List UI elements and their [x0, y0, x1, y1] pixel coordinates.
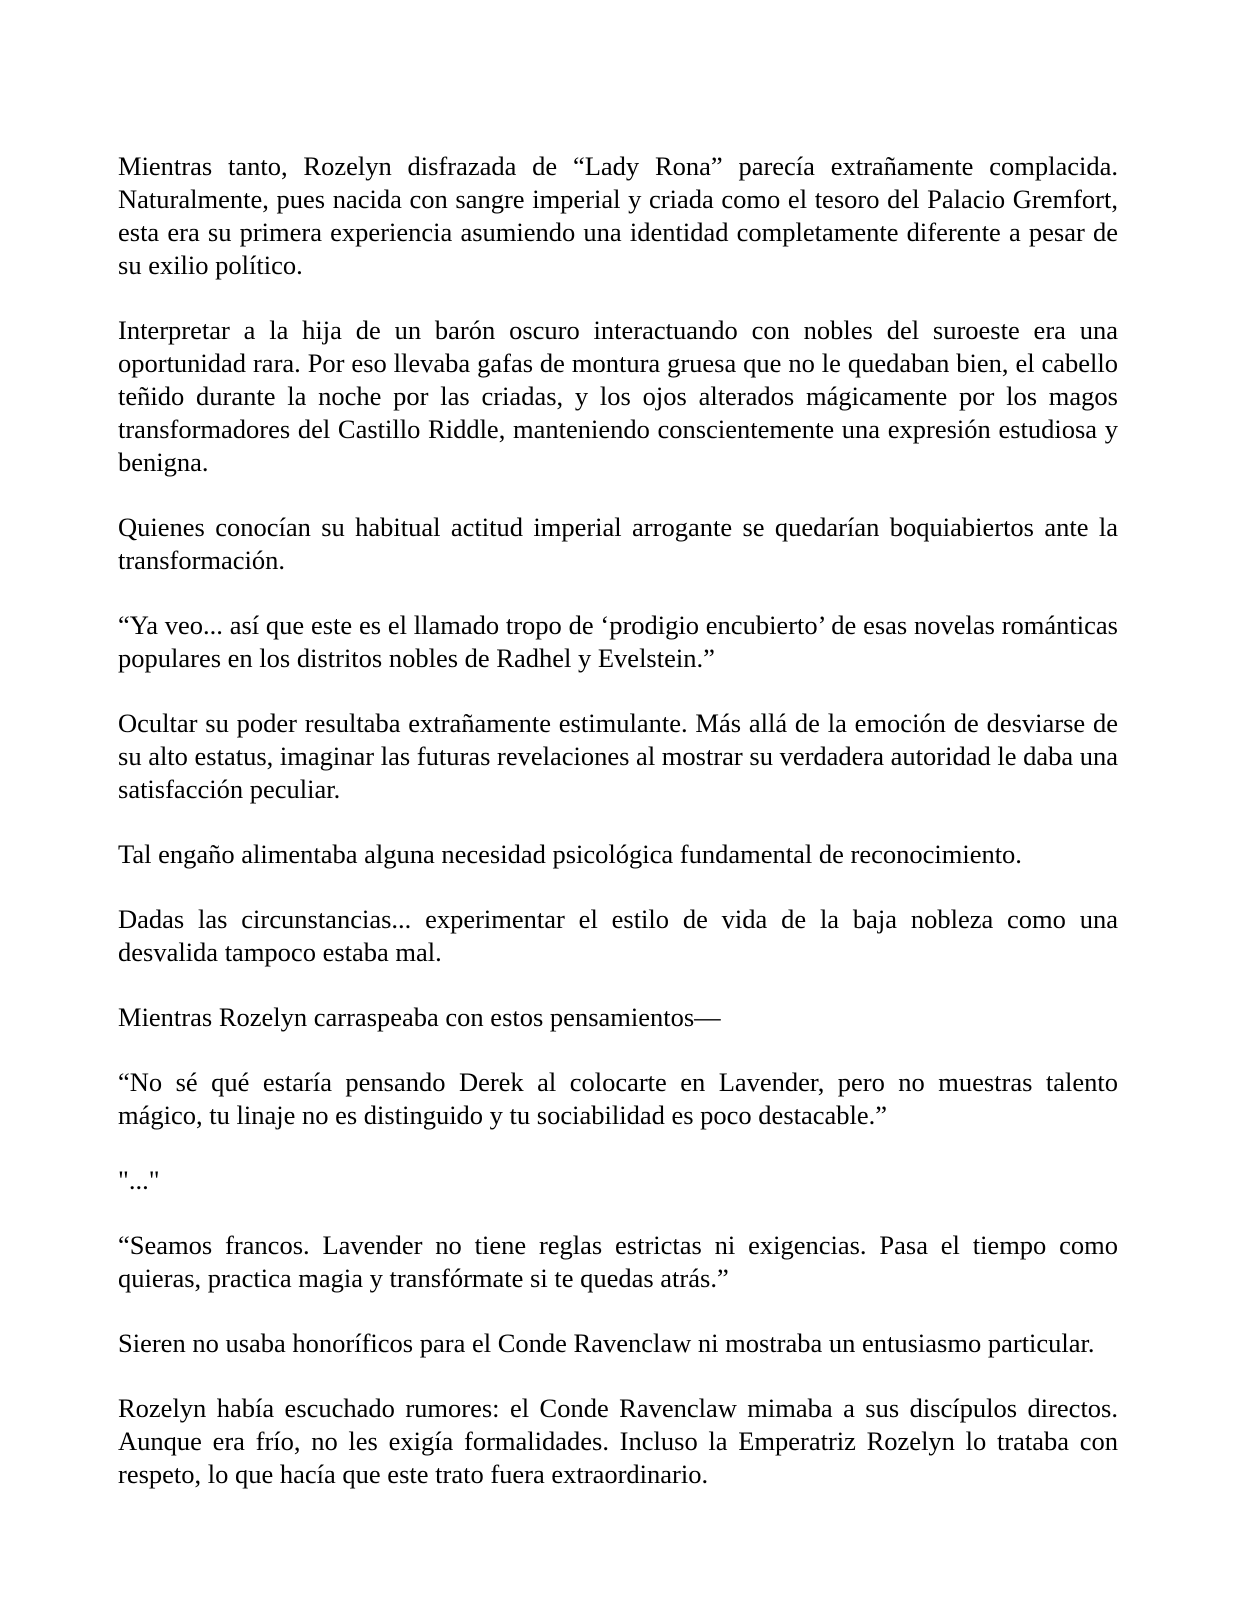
paragraph-4: “Ya veo... así que este es el llamado tropo de ‘prodigio encubierto’ de esas novelas románticas populares en los distritos nobles de Radhel y Evelstein.” [118, 610, 1118, 673]
paragraph-8: Mientras Rozelyn carraspeaba con estos pensamientos— [118, 1002, 721, 1032]
document-page [118, 150, 1118, 1523]
paragraph-2: Interpretar a la hija de un barón oscuro interactuando con nobles del suroeste era una oportunidad rara. Por eso llevaba gafas de montura gruesa que no le quedaban bien, el cabello teñido durante la noche por las criadas, y los ojos alterados mágicamente por los magos transformadores del Castillo Riddle, manteniendo conscientemente una expresión estudiosa y benigna. [118, 315, 1118, 477]
paragraph-10: "..." [118, 1165, 160, 1195]
paragraph-5: Ocultar su poder resultaba extrañamente estimulante. Más allá de la emoción de desviarse de su alto estatus, imaginar las futuras revelaciones al mostrar su verdadera autoridad le daba una satisfacción peculiar. [118, 708, 1118, 804]
paragraph-3: Quienes conocían su habitual actitud imperial arrogante se quedarían boquiabiertos ante la transformación. [118, 512, 1118, 575]
paragraph-7: Dadas las circunstancias... experimentar el estilo de vida de la baja nobleza como una desvalida tampoco estaba mal. [118, 904, 1118, 967]
paragraph-13: Rozelyn había escuchado rumores: el Conde Ravenclaw mimaba a sus discípulos directos. Aunque era frío, no les exigía formalidades. Incluso la Emperatriz Rozelyn lo trataba con respeto, lo que hacía que este trato fuera extraordinario. [118, 1393, 1118, 1489]
paragraph-11: “Seamos francos. Lavender no tiene reglas estrictas ni exigencias. Pasa el tiempo como quieras, practica magia y transfórmate si te quedas atrás.” [118, 1230, 1118, 1293]
paragraph-1: Mientras tanto, Rozelyn disfrazada de “Lady Rona” parecía extrañamente complacida. Naturalmente, pues nacida con sangre imperial y criada como el tesoro del Palacio Gremfort, esta era su primera experiencia asumiendo una identidad completamente diferente a pesar de su exilio político. [118, 151, 1118, 280]
paragraph-6: Tal engaño alimentaba alguna necesidad psicológica fundamental de reconocimiento. [118, 839, 1022, 869]
paragraph-9: “No sé qué estaría pensando Derek al colocarte en Lavender, pero no muestras talento mágico, tu linaje no es distinguido y tu sociabilidad es poco destacable.” [118, 1067, 1118, 1130]
paragraph-12: Sieren no usaba honoríficos para el Conde Ravenclaw ni mostraba un entusiasmo particular. [118, 1328, 1095, 1358]
